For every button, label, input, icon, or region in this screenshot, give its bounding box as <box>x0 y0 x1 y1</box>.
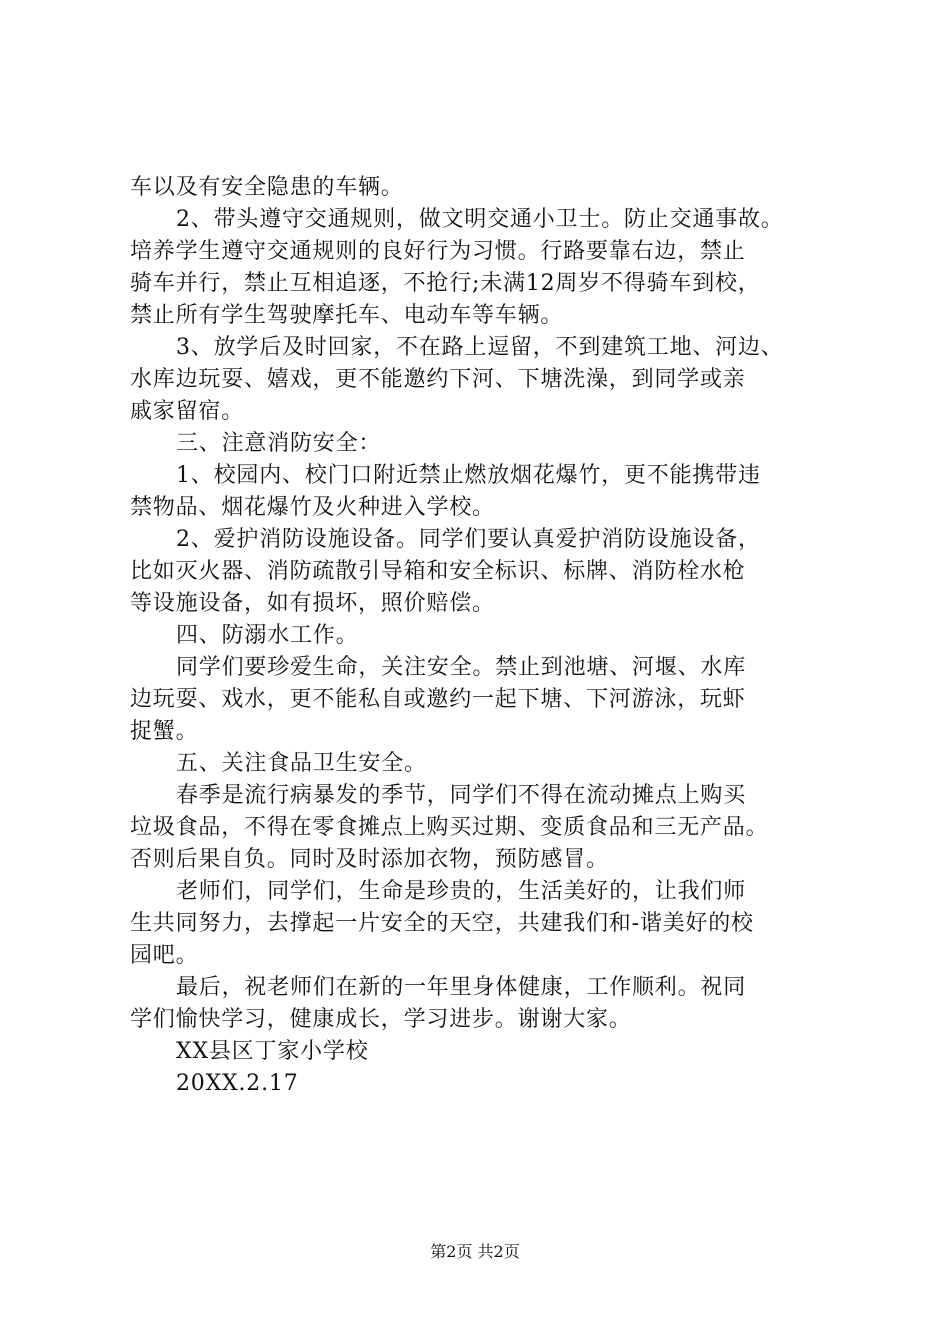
section-heading: 三、注意消防安全： <box>176 431 382 456</box>
text-line: 生共同努力，去撑起一片安全的天空，共建我们和-谐美好的校 <box>130 911 754 936</box>
text-line: 等设施设备，如有损坏，照价赔偿。 <box>130 591 495 616</box>
document-body <box>130 172 835 1100</box>
text-line: 最后，祝老师们在新的一年里身体健康，工作顺利。祝同 <box>176 975 747 1000</box>
text-line: 垃圾食品，不得在零食摊点上购买过期、变质食品和三无产品。 <box>130 815 769 840</box>
text-line: 比如灭火器、消防疏散引导箱和安全标识、标牌、消防栓水枪 <box>130 559 746 584</box>
text-line: 同学们要珍爱生命，关注安全。禁止到池塘、河堰、水库 <box>176 655 747 680</box>
signature-school: XX县区丁家小学校 <box>176 1039 369 1064</box>
signature-date: 20XX.2.17 <box>176 1071 299 1096</box>
text-line: 春季是流行病暴发的季节，同学们不得在流动摊点上购买 <box>176 783 747 808</box>
text-line: 2、爱护消防设施设备。同学们要认真爱护消防设施设备， <box>176 527 761 552</box>
text-line: 禁物品、烟花爆竹及火种进入学校。 <box>130 495 495 520</box>
page-number: 第2页 共2页 <box>430 1242 520 1261</box>
section-heading: 五、关注食品卫生安全。 <box>176 751 427 776</box>
text-line: 学们愉快学习，健康成长，学习进步。谢谢大家。 <box>130 1007 632 1032</box>
text-line: 3、放学后及时回家，不在路上逗留，不到建筑工地、河边、 <box>176 335 784 360</box>
text-line: 戚家留宿。 <box>130 399 245 424</box>
section-heading: 四、防溺水工作。 <box>176 623 359 648</box>
text-line: 否则后果自负。同时及时添加衣物，预防感冒。 <box>130 847 609 872</box>
text-line: 骑车并行，禁止互相追逐，不抢行;未满12周岁不得骑车到校， <box>130 271 761 296</box>
text-line: 水库边玩耍、嬉戏，更不能邀约下河、下塘洗澡，到同学或亲 <box>130 367 746 392</box>
text-line: 老师们，同学们，生命是珍贵的，生活美好的，让我们师 <box>176 879 747 904</box>
text-line: 车以及有安全隐患的车辆。 <box>130 175 404 200</box>
text-line: 培养学生遵守交通规则的良好行为习惯。行路要靠右边，禁止 <box>130 239 746 264</box>
text-line: 禁止所有学生驾驶摩托车、电动车等车辆。 <box>130 303 564 328</box>
text-line: 1、校园内、校门口附近禁止燃放烟花爆竹，更不能携带违 <box>176 463 761 488</box>
text-line: 捉蟹。 <box>130 719 199 744</box>
text-line: 2、带头遵守交通规则，做文明交通小卫士。防止交通事故。 <box>176 207 784 232</box>
text-line: 边玩耍、戏水，更不能私自或邀约一起下塘、下河游泳，玩虾 <box>130 687 746 712</box>
text-line: 园吧。 <box>130 943 199 968</box>
